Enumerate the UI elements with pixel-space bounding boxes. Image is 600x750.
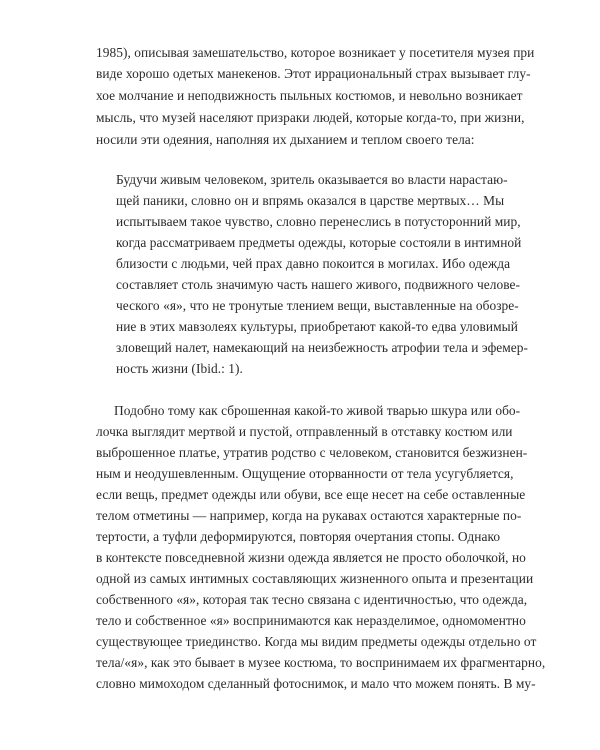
quote-line: испытываем такое чувство, словно перенеслись в потусторонний мир,: [116, 214, 521, 229]
text-line: лочка выглядит мертвой и пустой, отправленный в отставку костюм или: [96, 424, 513, 439]
text-line: в контексте повседневной жизни одежда является не просто оболочкой, но: [96, 550, 526, 565]
quote-line: Будучи живым человеком, зритель оказывается во власти нарастаю-: [116, 172, 508, 187]
quote-line: зловещий налет, намекающий на неизбежность атрофии тела и эфемер-: [116, 340, 529, 355]
text-line: носили эти одеяния, наполняя их дыханием и теплом своего тела:: [96, 132, 475, 147]
text-line: если вещь, предмет одежды или обуви, все еще несет на себе оставленные: [96, 487, 526, 502]
text-line: одной из самых интимных составляющих жизненного опыта и презентации: [96, 571, 534, 586]
text-line: тело и собственное «я» воспринимаются как неразделимое, одномоментно: [96, 613, 526, 628]
text-line: существующее триединство. Когда мы видим предметы одежды отдельно от: [96, 634, 537, 649]
quote-line: ность жизни (Ibid.: 1).: [116, 361, 243, 376]
text-line: мысль, что музей населяют призраки людей, которые когда-то, при жизни,: [96, 110, 525, 125]
text-line: Подобно тому как сброшенная какой-то живой тварью шкура или обо-: [114, 403, 521, 418]
text-line: виде хорошо одетых манекенов. Этот иррациональный страх вызывает глу-: [96, 66, 531, 81]
text-line: собственного «я», которая так тесно связана с идентичностью, что одежда,: [96, 592, 528, 607]
quote-line: ческого «я», что не тронутые тлением вещи, выставленные на обозре-: [116, 298, 519, 313]
text-line: хое молчание и неподвижность пыльных костюмов, и невольно возникает: [96, 88, 523, 103]
text-line: словно мимоходом сделанный фотоснимок, и мало что можем понять. В му-: [96, 676, 536, 691]
quote-line: когда рассматриваем предметы одежды, которые состояли в интимной: [116, 235, 522, 250]
quote-line: щей паники, словно он и впрямь оказался в царстве мертвых… Мы: [116, 193, 505, 208]
quote-line: ние в этих мавзолеях культуры, приобретают какой-то едва уловимый: [116, 319, 518, 334]
quote-line: составляет столь значимую часть нашего живого, подвижного челове-: [116, 277, 520, 292]
text-line: выброшенное платье, утратив родство с человеком, становится безжизнен-: [96, 445, 528, 460]
text-line: тертости, а туфли деформируются, повторяя очертания стопы. Однако: [96, 529, 501, 544]
text-line: ным и неодушевленным. Ощущение оторванности от тела усугубляется,: [96, 466, 514, 481]
text-line: телом отметины — например, когда на рукавах остаются характерные по-: [96, 508, 522, 523]
text-line: 1985), описывая замешательство, которое возникает у посетителя музея при: [96, 45, 535, 60]
text-line: тела/«я», как это бывает в музее костюма, то воспринимаем их фрагментарно,: [96, 655, 546, 670]
quote-line: близости с людьми, чей прах давно покоится в могилах. Ибо одежда: [116, 256, 511, 271]
